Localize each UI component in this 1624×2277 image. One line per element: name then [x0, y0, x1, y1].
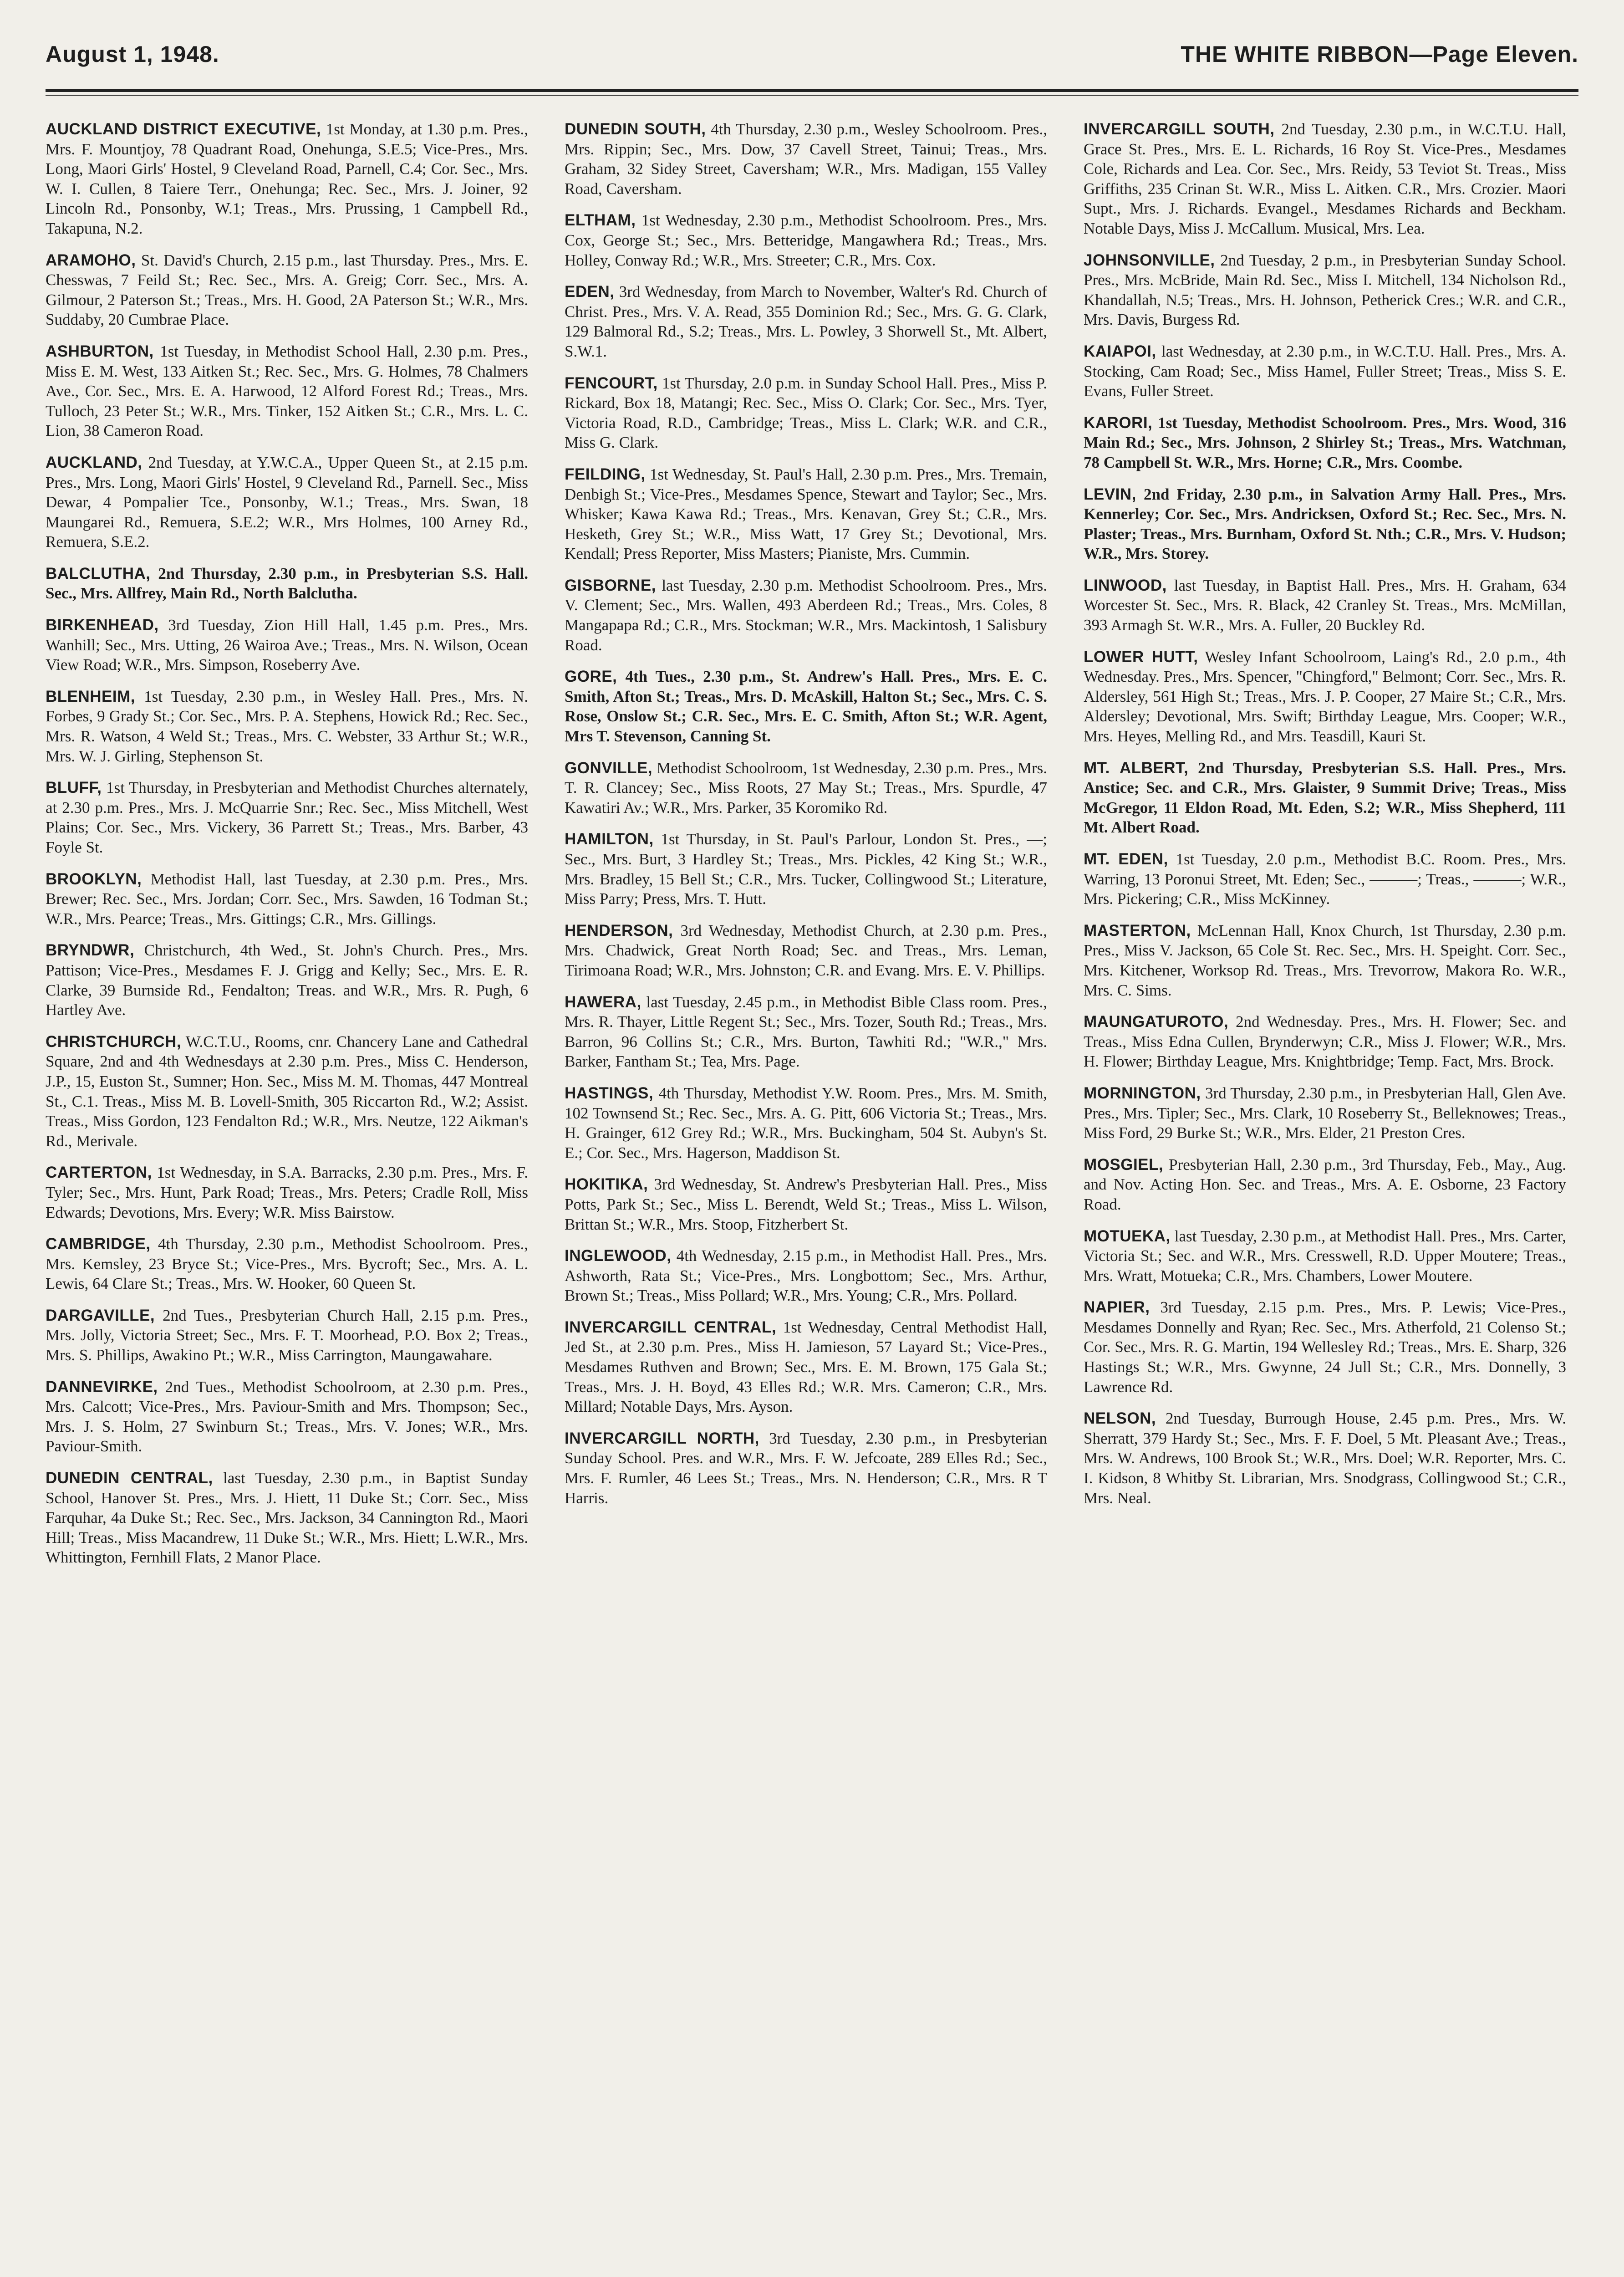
branch-entry — [1084, 413, 1566, 473]
branch-name: CHRISTCHURCH, — [46, 1032, 182, 1051]
branch-details: 2nd Tuesday, Burrough House, 2.45 p.m. Pres., Mrs. W. Sherratt, 379 Hardy St.; Sec., Mrs. F. F. Doel, 5 Mt. Pleasant Ave.; Treas., Mrs. W. Andrews, 100 Brook St.; W.R., Mrs. Doel; W.R. Reporter, Mrs. C. I. Kidson, 8 Whitby St. Librarian, Mrs. Snodgrass, Collingwood St.; C.R., Mrs. Neal. — [1084, 1409, 1566, 1507]
branch-entry — [1084, 758, 1566, 837]
branch-details: 3rd Thursday, 2.30 p.m., in Presbyterian Hall, Glen Ave. Pres., Mrs. Tipler; Sec., Mrs. Clark, 10 Roseberry St., Belleknowes; Treas., Miss Ford, 29 Burke St.; W.R., Mrs. Elder, 21 Preston Cres. — [1084, 1084, 1566, 1142]
branch-name: LINWOOD, — [1084, 576, 1167, 594]
branch-details: last Tuesday, in Baptist Hall. Pres., Mrs. H. Graham, 634 Worcester St. Sec., Mrs. R. Black, 42 Cranley St. Treas., Mrs. McMillan, 393 Armagh St. W.R., Mrs. A. Fuller, 20 Buckley Rd. — [1084, 576, 1566, 634]
branch-details: 2nd Friday, 2.30 p.m., in Salvation Army Hall. Pres., Mrs. Kennerley; Cor. Sec., Mrs. Andricksen, Oxford St.; Rec. Sec., Mrs. N. Plaster; Treas., Mrs. Burnham, Oxford St. Nth.; C.R., Mrs. V. Hudson; W.R., Mrs. Storey. — [1084, 485, 1566, 563]
branch-name: BALCLUTHA, — [46, 564, 151, 582]
branch-details: 1st Thursday, in Presbyterian and Methodist Churches alternately, at 2.30 p.m. Pres., Mrs. J. McQuarrie Snr.; Rec. Sec., Miss Mitchell, West Plains; Cor. Sec., Mrs. Vickery, 36 Parrett St.; Treas., Mrs. Barber, 43 Foyle St. — [46, 779, 528, 856]
branch-name: FEILDING, — [565, 465, 646, 483]
branch-name: BLUFF, — [46, 779, 102, 797]
branch-details: 1st Thursday, in St. Paul's Parlour, London St. Pres., —; Sec., Mrs. Burt, 3 Hardley St.; Treas., Mrs. Pickles, 42 King St.; W.R., Mrs. Bradley, 15 Bell St.; C.R., Mrs. Tucker, Collingwood St.; Literature, Miss Parry; Press, Mrs. T. Hutt. — [565, 830, 1047, 908]
branch-entry — [565, 921, 1047, 980]
branch-name: MAUNGATUROTO, — [1084, 1013, 1229, 1031]
branch-entry — [565, 373, 1047, 453]
branch-name: HASTINGS, — [565, 1084, 654, 1102]
branch-details: 4th Thursday, Methodist Y.W. Room. Pres., Mrs. M. Smith, 102 Townsend St.; Rec. Sec., Mrs. A. G. Pitt, 606 Victoria St.; Treas., Mrs. H. Grainger, 612 Grey Rd.; W.R., Mrs. Buckingham, 504 St. Aubyn's St. E.; Cor. Sec., Mrs. Hagerson, Maddison St. — [565, 1084, 1047, 1162]
branch-details: 3rd Wednesday, from March to November, Walter's Rd. Church of Christ. Pres., Mrs. V. A. Read, 355 Dominion Rd.; Sec., Mrs. G. G. Clark, 129 Balmoral Rd., S.2; Treas., Mrs. L. Powley, 3 Shorwell St., Mt. Albert, S.W.1. — [565, 283, 1047, 360]
branch-details: 1st Tuesday, 2.0 p.m., Methodist B.C. Room. Pres., Mrs. Warring, 13 Poronui Street, Mt. Eden; Sec., ———; Treas., ———; W.R., Mrs. Pickering; C.R., Miss McKinney. — [1084, 850, 1566, 908]
branch-entry — [1084, 647, 1566, 746]
branch-details: last Wednesday, at 2.30 p.m., in W.C.T.U. Hall. Pres., Mrs. A. Stocking, Cam Road; Sec., Miss Hamel, Fuller Street; Treas., Miss S. E. Evans, Fuller Street. — [1084, 342, 1566, 400]
branch-details: 2nd Tues., Methodist Schoolroom, at 2.30 p.m. Pres., Mrs. Calcott; Vice-Pres., Mrs. Paviour-Smith and Mrs. Thompson; Sec., Mrs. J. S. Holm, 27 Swinburn St.; Treas., Mrs. V. Jones; W.R., Mrs. Paviour-Smith. — [46, 1378, 528, 1455]
branch-entry — [46, 564, 528, 603]
branch-name: HAMILTON, — [565, 830, 654, 848]
branch-entry — [565, 667, 1047, 746]
branch-name: ARAMOHO, — [46, 251, 136, 269]
branch-details: 3rd Wednesday, Methodist Church, at 2.30 p.m. Pres., Mrs. Chadwick, Great North Road; Sec. and Treas., Mrs. Leman, Tirimoana Road; W.R., Mrs. Johnston; C.R. and Evang. Mrs. E. V. Phillips. — [565, 921, 1047, 979]
branch-entry — [1084, 849, 1566, 909]
branch-name: MASTERTON, — [1084, 921, 1191, 939]
column-2 — [565, 119, 1047, 2277]
branch-entry — [565, 119, 1047, 199]
branch-name: EDEN, — [565, 283, 615, 301]
branch-details: 1st Wednesday, Central Methodist Hall, Jed St., at 2.30 p.m. Pres., Miss H. Jamieson, 57 Layard St.; Vice-Pres., Mesdames Ruthven and Brown; Sec., Mrs. E. M. Brown, 175 Gala St.; Treas., Mrs. J. H. Boyd, 43 Elles Rd.; W.R. Mrs. Cameron; C.R., Mrs. Millard; Notable Days, Mrs. Ayson. — [565, 1318, 1047, 1416]
branch-entry — [565, 758, 1047, 818]
branch-entry — [46, 1377, 528, 1456]
branch-entry — [46, 1234, 528, 1294]
branch-name: LEVIN, — [1084, 485, 1136, 503]
branch-entry — [565, 1174, 1047, 1234]
branch-details: 3rd Tuesday, 2.15 p.m. Pres., Mrs. P. Lewis; Vice-Pres., Mesdames Donnelly and Ryan; Rec. Sec., Mrs. Atherfold, 21 Colenso St.; Cor. Sec., Mrs. R. G. Martin, 194 Wellesley Rd.; Treas., Mrs. E. Sharp, 326 Hastings St.; W.R., Mrs. Gwynne, 24 Jull St.; C.R., Mrs. Donnelly, 3 Lawrence Rd. — [1084, 1298, 1566, 1396]
branch-name: DARGAVILLE, — [46, 1306, 155, 1324]
branch-name: BROOKLYN, — [46, 870, 142, 888]
branch-details: last Tuesday, 2.30 p.m. Methodist Schoolroom. Pres., Mrs. V. Clement; Sec., Mrs. Wallen, 493 Aberdeen Rd.; Treas., Mrs. Coles, 8 Mangapapa Rd.; C.R., Mrs. Stockman; W.R., Mrs. Mackintosh, 1 Salisbury Road. — [565, 576, 1047, 654]
issue-date: August 1, 1948. — [46, 41, 219, 67]
branch-entry — [46, 1468, 528, 1567]
branch-name: BRYNDWR, — [46, 941, 135, 960]
branch-name: ASHBURTON, — [46, 342, 154, 360]
branch-details: 4th Tues., 2.30 p.m., St. Andrew's Hall. Pres., Mrs. E. C. Smith, Afton St.; Treas., Mrs. D. McAskill, Halton St.; Sec., Mrs. C. S. Rose, Onslow St.; C.R. Sec., Mrs. E. C. Smith, Afton St.; W.R. Agent, Mrs T. Stevenson, Canning St. — [565, 668, 1047, 745]
branch-details: last Tuesday, 2.30 p.m., at Methodist Hall. Pres., Mrs. Carter, Victoria St.; Sec. and W.R., Mrs. Cresswell, R.D. Upper Moutere; Treas., Mrs. Wratt, Motueka; C.R., Mrs. Chambers, Lower Moutere. — [1084, 1227, 1566, 1285]
branch-entry — [46, 940, 528, 1020]
branch-details: 2nd Thursday, Presbyterian S.S. Hall. Pres., Mrs. Anstice; Sec. and C.R., Mrs. Glaister, 9 Summit Drive; Treas., Miss McGregor, 11 Eldon Road, Mt. Eden, S.2; W.R., Miss Shepherd, 111 Mt. Albert Road. — [1084, 759, 1566, 837]
branch-entry — [1084, 576, 1566, 635]
branch-entry — [565, 1083, 1047, 1163]
branch-details: 3rd Wednesday, St. Andrew's Presbyterian Hall. Pres., Miss Potts, Park St.; Sec., Miss L. Berendt, Weld St.; Treas., Miss L. Wilson, Brittan St.; W.R., Mrs. Stoop, Fitzherbert St. — [565, 1175, 1047, 1233]
branch-entry — [46, 119, 528, 239]
branch-details: 1st Wednesday, 2.30 p.m., Methodist Schoolroom. Pres., Mrs. Cox, George St.; Sec., Mrs. Betteridge, Mangawhera Rd.; Treas., Mrs. Holley, Conway Rd.; W.R., Mrs. Streeter; C.R., Mrs. Cox. — [565, 211, 1047, 269]
branch-entry — [1084, 485, 1566, 564]
branch-name: MOSGIEL, — [1084, 1155, 1164, 1174]
branch-name: HAWERA, — [565, 993, 641, 1011]
branch-details: 2nd Tuesday, at Y.W.C.A., Upper Queen St., at 2.15 p.m. Pres., Mrs. Long, Maori Girls' Hostel, 9 Cleveland Rd., Parnell. Sec., Miss Dewar, 4 Pompalier Tce., Ponsonby, W.1.; Treas., Mrs. Swan, 18 Maungarei Rd., Remuera, S.E.2; W.R., Mrs Holmes, 100 Arney Rd., Remuera, S.E.2. — [46, 453, 528, 551]
branch-name: DANNEVIRKE, — [46, 1378, 158, 1396]
branch-details: 2nd Tuesday, 2.30 p.m., in W.C.T.U. Hall, Grace St. Pres., Mrs. E. L. Richards, 16 Roy St. Vice-Pres., Mesdames Cole, Richards and Lea. Cor. Sec., Mrs. Reidy, 53 Teviot St. Treas., Miss Griffiths, 235 Crinan St. W.R., Miss L. Aitken. C.R., Mrs. Crozier. Maori Supt., Mrs. J. Richards. Evangel., Mesdames Richards and Beckham. Notable Days, Miss J. McCallum. Musical, Mrs. Lea. — [1084, 120, 1566, 237]
branch-details: last Tuesday, 2.45 p.m., in Methodist Bible Class room. Pres., Mrs. R. Thayer, Little Regent St.; Sec., Mrs. Tozer, South Rd.; Treas., Mrs. Barron, 96 Collins St.; C.R., Mrs. Burton, Tawhiti Rd.; "W.R.," Mrs. Barker, Fantham St.; Tea, Mrs. Page. — [565, 993, 1047, 1071]
branch-entry — [1084, 1083, 1566, 1143]
branch-details: 1st Tuesday, 2.30 p.m., in Wesley Hall. Pres., Mrs. N. Forbes, 9 Grady St.; Cor. Sec., Mrs. P. A. Stephens, Howick Rd.; Rec. Sec., Mrs. R. Watson, 4 Weld St.; Treas., Mrs. C. Webster, 33 Arthur St.; W.R., Mrs. W. J. Girling, Stephenson St. — [46, 687, 528, 765]
branch-name: HENDERSON, — [565, 921, 673, 939]
page-title: THE WHITE RIBBON—Page Eleven. — [1181, 41, 1578, 67]
branch-details: Methodist Schoolroom, 1st Wednesday, 2.30 p.m. Pres., Mrs. T. R. Clancey; Sec., Miss Roots, 27 May St.; Treas., Mrs. Spurdle, 47 Kawatiri Av.; W.R., Mrs. Parker, 35 Koromiko Rd. — [565, 759, 1047, 817]
branch-entry — [1084, 1012, 1566, 1072]
branch-details: Methodist Hall, last Tuesday, at 2.30 p.m. Pres., Mrs. Brewer; Rec. Sec., Mrs. Jordan; Corr. Sec., Mrs. Sawden, 16 Todman St.; W.R., Mrs. Pearce; Treas., Mrs. Gittings; C.R., Mrs. Gillings. — [46, 870, 528, 928]
branch-details: 1st Tuesday, Methodist Schoolroom. Pres., Mrs. Wood, 316 Main Rd.; Sec., Mrs. Johnson, 2 Shirley St.; Treas., Mrs. Watchman, 78 Campbell St. W.R., Mrs. Horne; C.R., Mrs. Coombe. — [1084, 414, 1566, 471]
branch-details: 1st Tuesday, in Methodist School Hall, 2.30 p.m. Pres., Miss E. M. West, 133 Aitken St.; Rec. Sec., Mrs. G. Holmes, 78 Chalmers Ave., Cor. Sec., Mrs. E. A. Harwood, 12 Alford Forest Rd.; Treas., Mrs. Tulloch, 23 Peter St.; W.R., Mrs. Tinker, 152 Aitken St.; C.R., Mrs. L. C. Lion, 38 Cameron Road. — [46, 342, 528, 440]
branch-entry — [46, 1306, 528, 1365]
branch-entry — [46, 687, 528, 766]
branch-name: BIRKENHEAD, — [46, 616, 159, 634]
branch-name: LOWER HUTT, — [1084, 648, 1198, 666]
branch-entry — [46, 453, 528, 552]
header-rule — [46, 89, 1578, 96]
branch-name: JOHNSONVILLE, — [1084, 251, 1215, 269]
branch-entry — [46, 778, 528, 857]
branch-entry — [1084, 250, 1566, 330]
branch-entry — [46, 250, 528, 330]
branch-name: ELTHAM, — [565, 211, 636, 230]
branch-directory — [46, 119, 1566, 2277]
branch-entry — [1084, 921, 1566, 1000]
branch-details: 3rd Tuesday, 2.30 p.m., in Presbyterian Sunday School. Pres. and W.R., Mrs. F. W. Jefcoate, 289 Elles Rd.; Sec., Mrs. F. Rumler, 46 Lees St.; Treas., Mrs. N. Henderson; C.R., Mrs. R T Harris. — [565, 1429, 1047, 1507]
branch-details: 2nd Tuesday, 2 p.m., in Presbyterian Sunday School. Pres., Mrs. McBride, Main Rd. Sec., Miss I. Mitchell, 134 Nicholson Rd., Khandallah, N.5; Treas., Mrs. H. Johnson, Petherick Cres.; W.R. and C.R., Mrs. Davis, Burgess Rd. — [1084, 251, 1566, 329]
page-header — [46, 31, 1578, 67]
branch-entry — [1084, 1297, 1566, 1397]
branch-details: 1st Wednesday, St. Paul's Hall, 2.30 p.m. Pres., Mrs. Tremain, Denbigh St.; Vice-Pres., Mesdames Spence, Stewart and Taylor; Sec., Mrs. Whisker; Kawa Kawa Rd.; Treas., Mrs. Kenavan, Grey St.; C.R., Mrs. Hesketh, Grey St.; W.R., Miss Watt, 17 Grey St.; Devotional, Mrs. Kendall; Press Reporter, Miss Masters; Pianiste, Mrs. Cummin. — [565, 465, 1047, 563]
branch-name: CARTERTON, — [46, 1164, 152, 1182]
branch-entry — [565, 465, 1047, 564]
column-3 — [1084, 119, 1566, 2277]
branch-details: 2nd Tues., Presbyterian Church Hall, 2.15 p.m. Pres., Mrs. Jolly, Victoria Street; Sec., Mrs. F. T. Moorhead, P.O. Box 2; Treas., Mrs. S. Phillips, Awakino Pt.; W.R., Miss Carrington, Maungawahare. — [46, 1306, 528, 1364]
branch-entry — [565, 210, 1047, 270]
branch-name: AUCKLAND, — [46, 453, 143, 471]
branch-name: DUNEDIN SOUTH, — [565, 120, 706, 138]
branch-details: Presbyterian Hall, 2.30 p.m., 3rd Thursday, Feb., May., Aug. and Nov. Acting Hon. Sec. and Treas., Mrs. A. E. Osborne, 23 Factory Road. — [1084, 1155, 1566, 1213]
branch-entry — [565, 1246, 1047, 1306]
branch-entry — [46, 1163, 528, 1222]
branch-name: KARORI, — [1084, 414, 1153, 432]
branch-name: INGLEWOOD, — [565, 1247, 672, 1265]
branch-entry — [1084, 1226, 1566, 1286]
branch-name: HOKITIKA, — [565, 1175, 648, 1194]
branch-name: INVERCARGILL SOUTH, — [1084, 120, 1275, 138]
branch-details: 2nd Thursday, 2.30 p.m., in Presbyterian S.S. Hall. Sec., Mrs. Allfrey, Main Rd., North Balclutha. — [46, 564, 528, 602]
branch-name: FENCOURT, — [565, 374, 658, 392]
branch-name: INVERCARGILL NORTH, — [565, 1429, 759, 1447]
branch-name: KAIAPOI, — [1084, 342, 1156, 360]
branch-details: 1st Thursday, 2.0 p.m. in Sunday School Hall. Pres., Miss P. Rickard, Box 18, Matangi; Rec. Sec., Miss O. Clark; Cor. Sec., Mrs. Tyer, Victoria Road, R.D., Cambridge; Treas., Miss L. Clark; W.R. and C.R., Miss G. Clark. — [565, 374, 1047, 452]
branch-name: MOTUEKA, — [1084, 1227, 1171, 1245]
branch-name: BLENHEIM, — [46, 687, 135, 705]
branch-name: INVERCARGILL CENTRAL, — [565, 1318, 777, 1336]
branch-entry — [565, 992, 1047, 1072]
branch-details: McLennan Hall, Knox Church, 1st Thursday, 2.30 p.m. Pres., Miss V. Jackson, 65 Cole St. Rec. Sec., Mrs. H. Speight. Corr. Sec., Mrs. Kitchener, Worksop Rd. Treas., Mrs. Trevorrow, Makora Ro. W.R., Mrs. C. Sims. — [1084, 921, 1566, 999]
branch-details: 4th Thursday, 2.30 p.m., Methodist Schoolroom. Pres., Mrs. Kemsley, 23 Bryce St.; Vice-Pres., Mrs. Bycroft; Sec., Mrs. A. L. Lewis, 64 Clare St.; Treas., Mrs. W. Hooker, 60 Queen St. — [46, 1235, 528, 1293]
branch-name: GISBORNE, — [565, 576, 656, 594]
branch-name: MORNINGTON, — [1084, 1084, 1201, 1102]
branch-entry — [46, 342, 528, 441]
branch-name: AUCKLAND DISTRICT EXECUTIVE, — [46, 120, 321, 138]
branch-name: NAPIER, — [1084, 1298, 1150, 1317]
branch-entry — [565, 576, 1047, 655]
branch-details: St. David's Church, 2.15 p.m., last Thursday. Pres., Mrs. E. Chesswas, 7 Feild St.; Rec. Sec., Mrs. A. Greig; Corr. Sec., Mrs. A. Gilmour, 2 Paterson St.; Treas., Mrs. H. Good, 2A Paterson St.; W.R., Mrs. Suddaby, 20 Cumbrae Place. — [46, 251, 528, 329]
branch-details: Wesley Infant Schoolroom, Laing's Rd., 2.0 p.m., 4th Wednesday. Pres., Mrs. Spencer, "Chingford," Belmont; Corr. Sec., Mrs. R. Aldersley, 561 High St.; Treas., Mrs. J. P. Cooper, 27 Maire St.; C.R., Mrs. Aldersley; Devotional, Mrs. Swift; Birthday League, Mrs. Cooper; W.R., Mrs. Heyes, Melling Rd., and Mrs. Teasdill, Kauri St. — [1084, 648, 1566, 745]
branch-details: 3rd Tuesday, Zion Hill Hall, 1.45 p.m. Pres., Mrs. Wanhill; Sec., Mrs. Utting, 26 Wairoa Ave.; Treas., Mrs. N. Wilson, Ocean View Road; W.R., Mrs. Simpson, Roseberry Ave. — [46, 616, 528, 674]
branch-details: 1st Monday, at 1.30 p.m. Pres., Mrs. F. Mountjoy, 78 Quadrant Road, Onehunga, S.E.5; Vice-Pres., Mrs. Long, Maori Girls' Hostel, 9 Cleveland Road, Parnell, C.4; Cor. Sec., Mrs. W. I. Cullen, 8 Taiere Terr., Onehunga; Rec. Sec., Mrs. J. Joiner, 92 Lincoln Rd., Ponsonby, W.1; Treas., Mrs. Prussing, 1 Campbell Rd., Takapuna, N.2. — [46, 120, 528, 237]
branch-name: MT. ALBERT, — [1084, 759, 1189, 777]
branch-entry — [565, 1317, 1047, 1417]
branch-name: GONVILLE, — [565, 759, 653, 777]
branch-entry — [46, 869, 528, 929]
branch-name: MT. EDEN, — [1084, 850, 1168, 868]
branch-details: last Tuesday, 2.30 p.m., in Baptist Sunday School, Hanover St. Pres., Mrs. J. Hiett, 11 Duke St.; Corr. Sec., Miss Farquhar, 4a Duke St.; Rec. Sec., Mrs. Jackson, 34 Cannington Rd., Maori Hill; Treas., Miss Macandrew, 11 Duke St.; W.R., Mrs. Hiett; L.W.R., Mrs. Whittington, Fernhill Flats, 2 Manor Place. — [46, 1469, 528, 1567]
branch-entry — [1084, 119, 1566, 239]
branch-details: 2nd Wednesday. Pres., Mrs. H. Flower; Sec. and Treas., Miss Edna Cullen, Brynderwyn; C.R., Miss J. Flower; W.R., Mrs. H. Flower; Birthday League, Mrs. Knightbridge; Temp. Fact, Mrs. Brock. — [1084, 1013, 1566, 1071]
branch-entry — [46, 615, 528, 675]
branch-details: W.C.T.U., Rooms, cnr. Chancery Lane and Cathedral Square, 2nd and 4th Wednesdays at 2.30 p.m. Pres., Miss C. Henderson, J.P., 15, Euston St., Sumner; Hon. Sec., Miss M. M. Thomas, 447 Montreal St., C.1. Treas., Miss M. B. Lovell-Smith, 305 Riccarton Rd., W.2; Assist. Treas., Miss Gordon, 123 Fendalton Rd.; W.R., Mrs. Neutze, 122 Aikman's Rd., Merivale. — [46, 1032, 528, 1150]
branch-name: CAMBRIDGE, — [46, 1235, 151, 1253]
branch-entry — [565, 829, 1047, 909]
branch-entry — [46, 1032, 528, 1151]
column-1 — [46, 119, 528, 2277]
branch-name: NELSON, — [1084, 1409, 1156, 1428]
branch-entry — [1084, 342, 1566, 401]
branch-details: 1st Wednesday, in S.A. Barracks, 2.30 p.m. Pres., Mrs. F. Tyler; Sec., Mrs. Hunt, Park Road; Treas., Mrs. Peters; Cradle Roll, Miss Edwards; Devotions, Mrs. Every; W.R. Miss Bairstow. — [46, 1164, 528, 1221]
branch-entry — [1084, 1155, 1566, 1215]
branch-entry — [565, 1429, 1047, 1508]
branch-entry — [565, 282, 1047, 361]
branch-entry — [1084, 1409, 1566, 1508]
branch-details: 4th Thursday, 2.30 p.m., Wesley Schoolroom. Pres., Mrs. Rippin; Sec., Mrs. Dow, 37 Cavell Street, Tainui; Treas., Mrs. Graham, 32 Sidey Street, Caversham; W.R., Mrs. Madigan, 155 Valley Road, Caversham. — [565, 120, 1047, 198]
branch-details: 4th Wednesday, 2.15 p.m., in Methodist Hall. Pres., Mrs. Ashworth, Rata St.; Vice-Pres., Mrs. Longbottom; Sec., Mrs. Arthur, Brown St.; Treas., Miss Pollard; W.R., Mrs. Young; C.R., Mrs. Pollard. — [565, 1247, 1047, 1305]
branch-details: Christchurch, 4th Wed., St. John's Church. Pres., Mrs. Pattison; Vice-Pres., Mesdames F. J. Grigg and Kelly; Sec., Mrs. E. R. Clarke, 39 Burnside Rd., Fendalton; Treas. and W.R., Mrs. R. Pugh, 6 Hartley Ave. — [46, 941, 528, 1019]
branch-name: GORE, — [565, 668, 617, 686]
branch-name: DUNEDIN CENTRAL, — [46, 1469, 213, 1487]
